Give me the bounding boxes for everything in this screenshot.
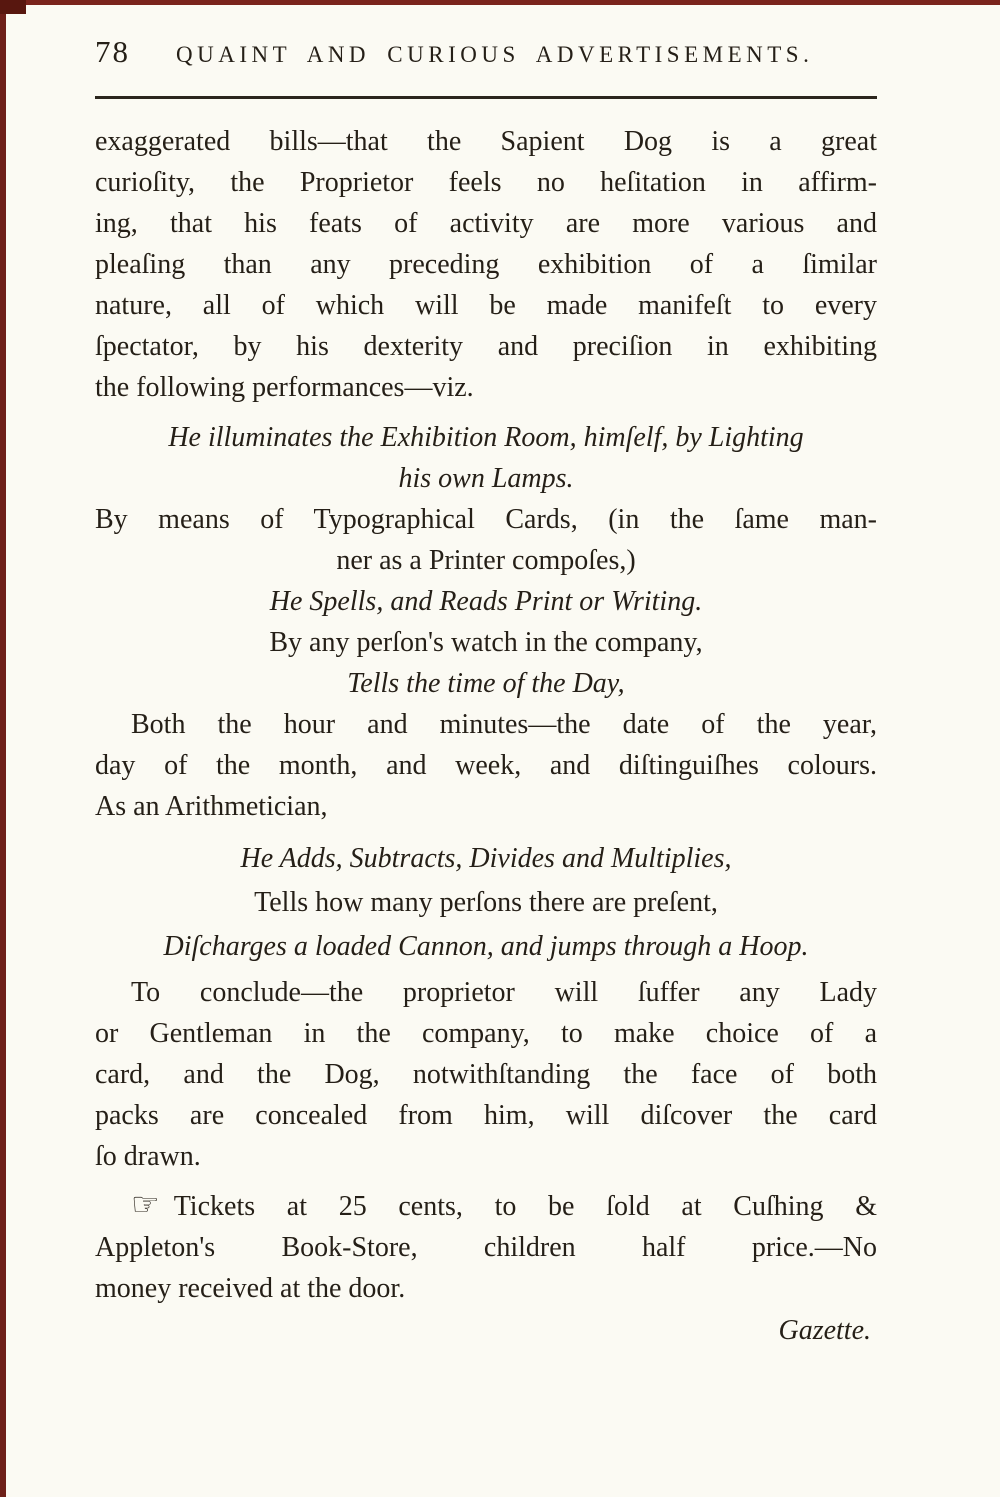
page-header xyxy=(95,34,877,70)
page-number: 78 xyxy=(95,34,130,69)
display-line-discharges: Diſcharges a loaded Cannon, and jumps through a Hoop. xyxy=(163,931,809,962)
attribution: Gazette. xyxy=(778,1315,871,1346)
text-block xyxy=(95,121,877,1351)
display-line-watch: By any perſon's watch in the company, xyxy=(269,627,703,658)
text-line: Both the hour and minutes—the date of the year, xyxy=(131,709,877,740)
tickets-line-text: Tickets at 25 cents, to be ſold at Cuſhing & xyxy=(173,1191,877,1222)
text-line: ſpectator, by his dexterity and preciſion in exhibiting xyxy=(95,331,877,362)
text-line: ner as a Printer compoſes,) xyxy=(336,545,636,576)
text-line: his own Lamps. xyxy=(398,463,574,494)
text-line: the following performances—viz. xyxy=(95,372,474,403)
hour-paragraph xyxy=(95,704,877,827)
text-line: nature, all of which will be made manifeſt to every xyxy=(95,290,877,321)
display-line-adds: He Adds, Subtracts, Divides and Multiplies, xyxy=(240,843,732,874)
intro-paragraph xyxy=(95,121,877,408)
text-line: card, and the Dog, notwithſtanding the face of both xyxy=(95,1059,877,1090)
text-line: ing, that his feats of activity are more various and xyxy=(95,208,877,239)
text-line: exaggerated bills—that the Sapient Dog is a great xyxy=(95,126,877,157)
scan-edge-top xyxy=(0,0,1000,5)
conclude-paragraph xyxy=(95,972,877,1177)
display-line-illuminates xyxy=(95,417,877,499)
running-title: QUAINT AND CURIOUS ADVERTISEMENTS. xyxy=(176,42,814,67)
header-rule xyxy=(95,96,877,99)
tickets-paragraph xyxy=(95,1186,877,1309)
text-line: By means of Typographical Cards, (in the ſame man- xyxy=(95,504,877,535)
text-line: or Gentleman in the company, to make choice of a xyxy=(95,1018,877,1049)
text-line: Appleton's Book-Store, children half price.—No xyxy=(95,1232,877,1263)
display-line-typographical xyxy=(95,499,877,581)
display-line-spells: He Spells, and Reads Print or Writing. xyxy=(269,586,703,617)
pointing-hand-icon: ☞ xyxy=(131,1185,160,1223)
display-line-tells-time: Tells the time of the Day, xyxy=(347,668,625,699)
scan-edge-left xyxy=(0,0,6,1497)
text-line: As an Arithmetician, xyxy=(95,791,328,822)
text-line: money received at the door. xyxy=(95,1273,406,1304)
scan-edge-corner xyxy=(0,0,26,14)
text-line: curioſity, the Proprietor feels no heſitation in affirm- xyxy=(95,167,877,198)
text-line: packs are concealed from him, will diſcover the card xyxy=(95,1100,877,1131)
display-line-persons: Tells how many perſons there are preſent, xyxy=(254,887,718,918)
text-line: pleaſing than any preceding exhibition of a ſimilar xyxy=(95,249,877,280)
text-line: To conclude—the proprietor will ſuffer any Lady xyxy=(131,977,877,1008)
text-line: ſo drawn. xyxy=(95,1141,201,1172)
text-line xyxy=(95,1186,877,1227)
text-line: day of the month, and week, and diſtinguiſhes colours. xyxy=(95,750,877,781)
text-line: He illuminates the Exhibition Room, himſelf, by Lighting xyxy=(168,422,804,453)
